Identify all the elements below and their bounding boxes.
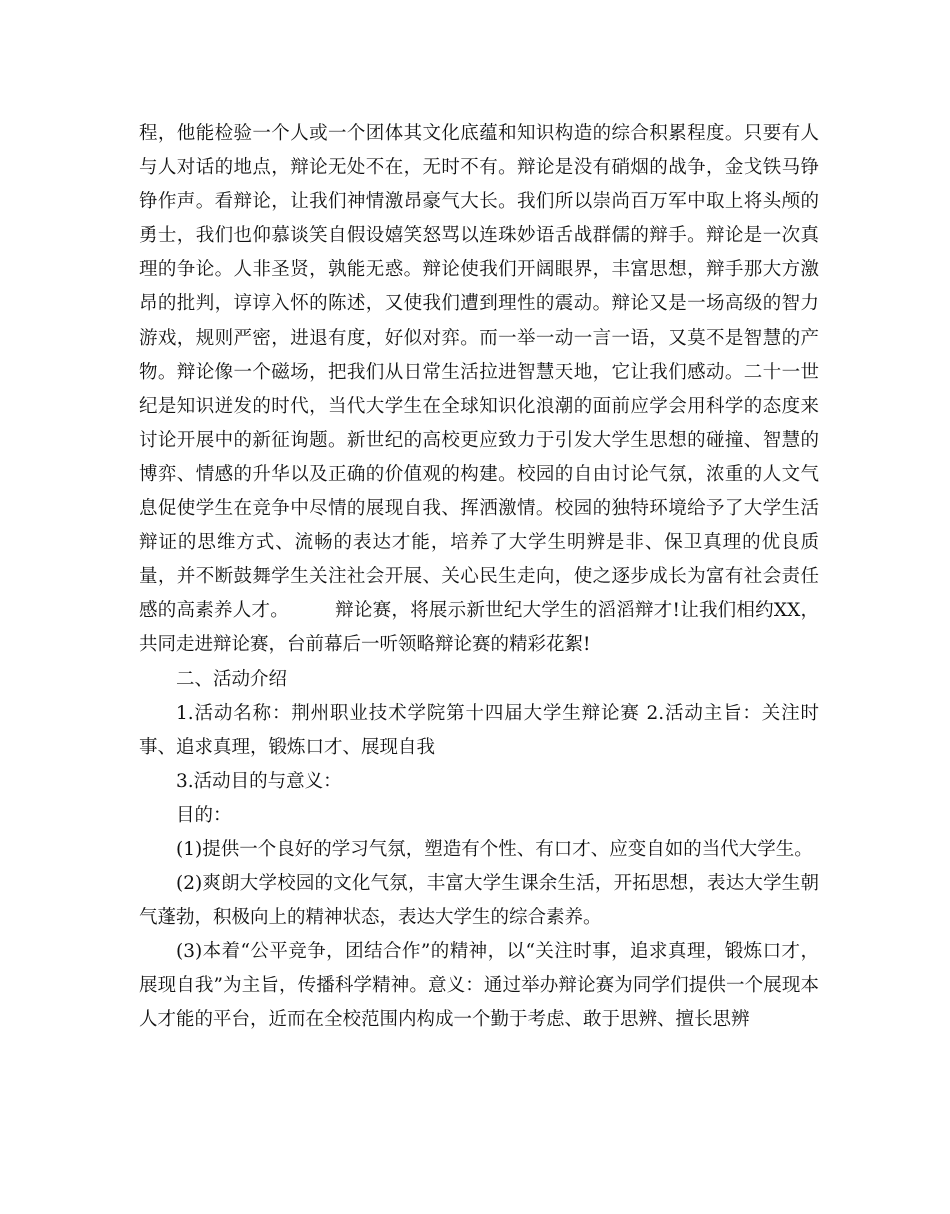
intro-paragraph	[139, 117, 819, 663]
purpose-item-2: (2)爽朗大学校园的文化气氛，丰富大学生课余生活，开拓思想，表达大学生朝气蓬勃，积极向上的精神状态，表达大学生的综合素养。	[139, 873, 819, 929]
purpose-item-3: (3)本着“公平竞争，团结合作”的精神，以“关注时事，追求真理，锻炼口才，展现自我”为主旨，传播科学精神。意义：通过举办辩论赛为同学们提供一个展现本人才能的平台，近而在全校范围内构成一个勤于考虑、敢于思辨、擅长思辨	[139, 941, 819, 1031]
purpose-item-1: (1)提供一个良好的学习气氛，塑造有个性、有口才、应变自如的当代大学生。	[176, 838, 813, 860]
activity-name-and-theme: 1.活动名称：荆州职业技术学院第十四届大学生辩论赛 2.活动主旨：关注时事、追求真理，锻炼口才、展现自我	[139, 702, 819, 758]
document-body	[139, 117, 819, 1038]
intro-closing-text: 辩论赛，将展示新世纪大学生的滔滔辩才!让我们相约XX，共同走进辩论赛，台前幕后一听领略辩论赛的精彩花絮!	[139, 600, 819, 656]
section-heading: 二、活动介绍	[176, 668, 288, 690]
intro-text: 程，他能检验一个人或一个团体其文化底蕴和知识构造的综合积累程度。只要有人与人对话的地点，辩论无处不在，无时不有。辩论是没有硝烟的战争，金戈铁马铮铮作声。看辩论，让我们神情激昂豪气大长。我们所以崇尚百万军中取上将头颅的勇士，我们也仰慕谈笑自假设嬉笑怒骂以连珠妙语舌战群儒的辩手。辩论是一次真理的争论。人非圣贤，孰能无惑。辩论使我们开阔眼界，丰富思想，辩手那大方激昂的批判，谆谆入怀的陈述，又使我们遭到理性的震动。辩论又是一场高级的智力游戏，规则严密，进退有度，好似对弈。而一举一动一言一语，又莫不是智慧的产物。辩论像一个磁场，把我们从日常生活拉进智慧天地，它让我们感动。二十一世纪是知识迸发的时代，当代大学生在全球知识化浪潮的面前应学会用科学的态度来讨论开展中的新征询题。新世纪的高校更应致力于引发大学生思想的碰撞、智慧的博弈、情感的升华以及正确的价值观的构建。校园的自由讨论气氛，浓重的人文气息促使学生在竞争中尽情的展现自我、挥洒激情。校园的独特环境给予了大学生活辩证的思维方式、流畅的表达才能，培养了大学生明辨是非、保卫真理的优良质量，并不断鼓舞学生关注社会开展、关心民生走向，使之逐步成长为富有社会责任感的高素养人才。	[139, 123, 819, 622]
purpose-label: 目的：	[176, 804, 232, 826]
activity-purpose-heading: 3.活动目的与意义：	[176, 770, 342, 792]
